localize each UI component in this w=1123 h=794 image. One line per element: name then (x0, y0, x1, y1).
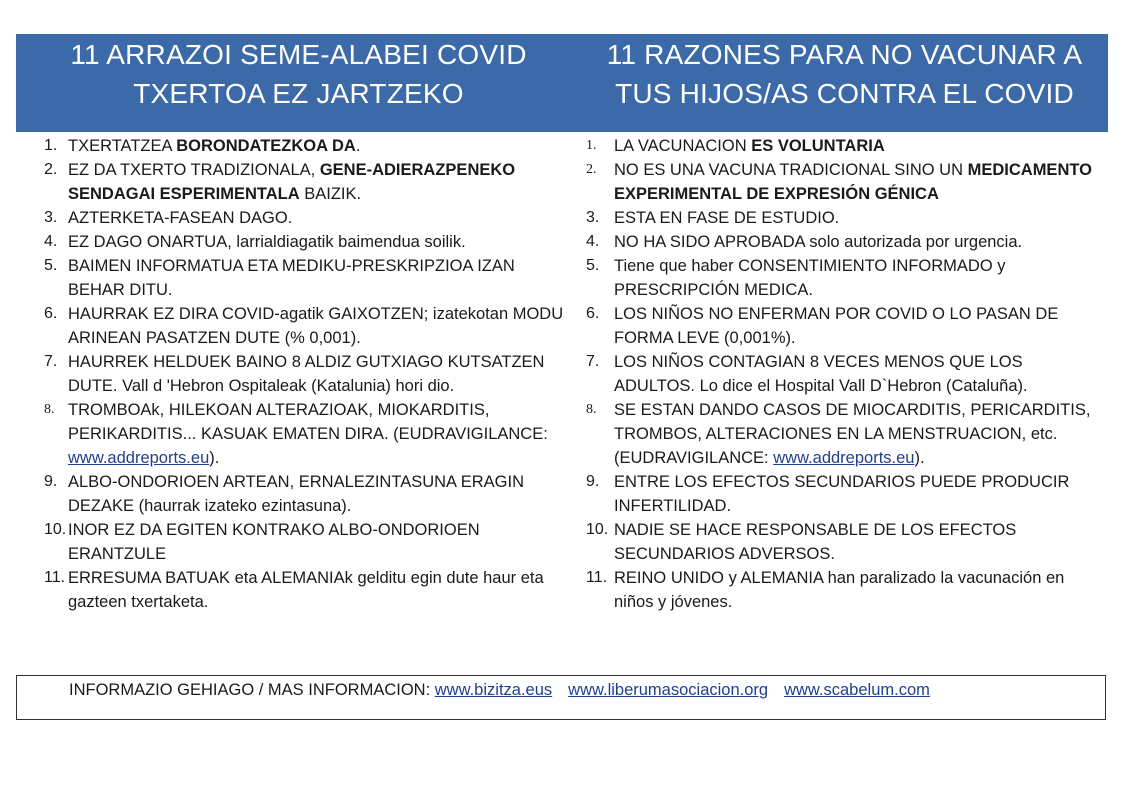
item-text: BAIZIK. (299, 185, 362, 203)
item-text: LOS NIÑOS CONTAGIAN 8 VECES MENOS QUE LOS ADULTOS. Lo dice el Hospital Vall D`Hebron (Cataluña). (614, 353, 1028, 395)
item-number: 11. (586, 569, 608, 586)
title-basque-line2: TXERTOA EZ JARTZEKO (133, 78, 464, 109)
item-number: 10. (44, 521, 67, 538)
title-basque-line1: 11 ARRAZOI SEME-ALABEI COVID (70, 39, 527, 70)
list-item (44, 470, 564, 518)
list-item (586, 470, 1106, 518)
item-text: LOS NIÑOS NO ENFERMAN POR COVID O LO PASAN DE FORMA LEVE (0,001%). (614, 305, 1059, 347)
more-info-label: INFORMAZIO GEHIAGO / MAS INFORMACION: (69, 681, 435, 699)
item-text: HAURREK HELDUEK BAINO 8 ALDIZ GUTXIAGO KUTSATZEN DUTE. Vall d 'Hebron Ospitaleak (Katalunia) hori dio. (68, 353, 545, 395)
item-number: 11. (44, 569, 66, 586)
item-bold-text: GENE-ADIERAZPENEKO SENDAGAI ESPERIMENTALA (68, 161, 516, 203)
item-number: 1. (586, 138, 597, 153)
list-item (586, 350, 1106, 398)
item-number: 4. (44, 233, 58, 250)
list-item (586, 518, 1106, 566)
item-number: 1. (44, 137, 58, 154)
item-number: 7. (586, 353, 600, 370)
list-item (44, 158, 564, 206)
title-spanish-line1: 11 RAZONES PARA NO VACUNAR A (606, 39, 1083, 70)
more-info-line (69, 678, 938, 702)
list-item (586, 158, 1106, 206)
item-bold-text: ES VOLUNTARIA (751, 137, 885, 155)
item-text: HAURRAK EZ DIRA COVID-agatik GAIXOTZEN; izatekotan MODU ARINEAN PASATZEN DUTE (% 0,001). (68, 305, 564, 347)
title-spanish (581, 35, 1108, 113)
item-number: 4. (586, 233, 600, 250)
item-text: NADIE SE HACE RESPONSABLE DE LOS EFECTOS SECUNDARIOS ADVERSOS. (614, 521, 1017, 563)
title-banner (16, 34, 1108, 132)
item-text: ESTA EN FASE DE ESTUDIO. (614, 209, 840, 227)
title-basque (16, 35, 581, 113)
item-text: LA VACUNACION (614, 137, 752, 155)
list-item (586, 206, 1106, 230)
list-item (44, 302, 564, 350)
item-text: TXERTATZEA (68, 137, 177, 155)
basque-list (44, 134, 564, 614)
item-text: EZ DAGO ONARTUA, larrialdiagatik baimendua soilik. (68, 233, 466, 251)
list-item (44, 230, 564, 254)
item-number: 5. (44, 257, 58, 274)
item-text: ). (914, 449, 925, 467)
more-info-box (16, 675, 1106, 720)
item-text: SE ESTAN DANDO CASOS DE MIOCARDITIS, PERICARDITIS, TROMBOS, ALTERACIONES EN LA MENSTRUACION, etc. (EUDRAVIGILANCE: (614, 401, 1091, 467)
item-text: . (355, 137, 361, 155)
item-number: 2. (44, 161, 58, 178)
item-text: Tiene que haber CONSENTIMIENTO INFORMADO y PRESCRIPCIÓN MEDICA. (614, 257, 1006, 299)
item-text: TROMBOAk, HILEKOAN ALTERAZIOAK, MIOKARDITIS, PERIKARDITIS... KASUAK EMATEN DIRA. (EUDRAVIGILANCE: (68, 401, 548, 443)
item-number: 3. (44, 209, 58, 226)
item-number: 9. (44, 473, 58, 490)
title-spanish-line2: TUS HIJOS/AS CONTRA EL COVID (615, 78, 1074, 109)
list-item (44, 398, 564, 470)
item-text: ENTRE LOS EFECTOS SECUNDARIOS PUEDE PRODUCIR INFERTILIDAD. (614, 473, 1070, 515)
item-number: 8. (44, 402, 55, 417)
item-text: ). (209, 449, 220, 467)
list-item (586, 302, 1106, 350)
item-number: 2. (586, 162, 597, 177)
item-text: NO ES UNA VACUNA TRADICIONAL SINO UN (614, 161, 968, 179)
list-item (44, 206, 564, 230)
list-item (586, 134, 1106, 158)
item-number: 5. (586, 257, 600, 274)
list-item (44, 134, 564, 158)
item-number: 10. (586, 521, 609, 538)
addreports-link[interactable]: www.addreports.eu (773, 449, 915, 467)
item-bold-text: BORONDATEZKOA DA (176, 137, 356, 155)
list-item (44, 518, 564, 566)
item-number: 6. (44, 305, 58, 322)
liberum-link[interactable]: www.liberumasociacion.org (568, 681, 769, 699)
item-number: 8. (586, 402, 597, 417)
spanish-list (586, 134, 1106, 614)
item-number: 7. (44, 353, 58, 370)
item-number: 6. (586, 305, 600, 322)
item-text: REINO UNIDO y ALEMANIA han paralizado la vacunación en niños y jóvenes. (614, 569, 1065, 611)
bizitza-link[interactable]: www.bizitza.eus (434, 681, 553, 699)
list-item (44, 254, 564, 302)
list-item (586, 254, 1106, 302)
list-item (586, 566, 1106, 614)
list-item (586, 398, 1106, 470)
item-text: ALBO-ONDORIOEN ARTEAN, ERNALEZINTASUNA ERAGIN DEZAKE (haurrak izateko ezintasuna). (68, 473, 524, 515)
item-text: BAIMEN INFORMATUA ETA MEDIKU-PRESKRIPZIOA IZAN BEHAR DITU. (68, 257, 515, 299)
addreports-link[interactable]: www.addreports.eu (68, 449, 210, 467)
item-text: EZ DA TXERTO TRADIZIONALA, (68, 161, 320, 179)
list-item (586, 230, 1106, 254)
list-item (44, 566, 564, 614)
item-text: ERRESUMA BATUAK eta ALEMANIAk gelditu egin dute haur eta gazteen txertaketa. (68, 569, 544, 611)
list-item (44, 350, 564, 398)
item-number: 9. (586, 473, 600, 490)
item-number: 3. (586, 209, 600, 226)
scabelum-link[interactable]: www.scabelum.com (784, 681, 930, 699)
item-text: AZTERKETA-FASEAN DAGO. (68, 209, 293, 227)
item-text: INOR EZ DA EGITEN KONTRAKO ALBO-ONDORIOEN ERANTZULE (68, 521, 480, 563)
item-bold-text: MEDICAMENTO EXPERIMENTAL DE EXPRESIÓN GÉNICA (614, 161, 1092, 203)
item-text: NO HA SIDO APROBADA solo autorizada por urgencia. (614, 233, 1023, 251)
